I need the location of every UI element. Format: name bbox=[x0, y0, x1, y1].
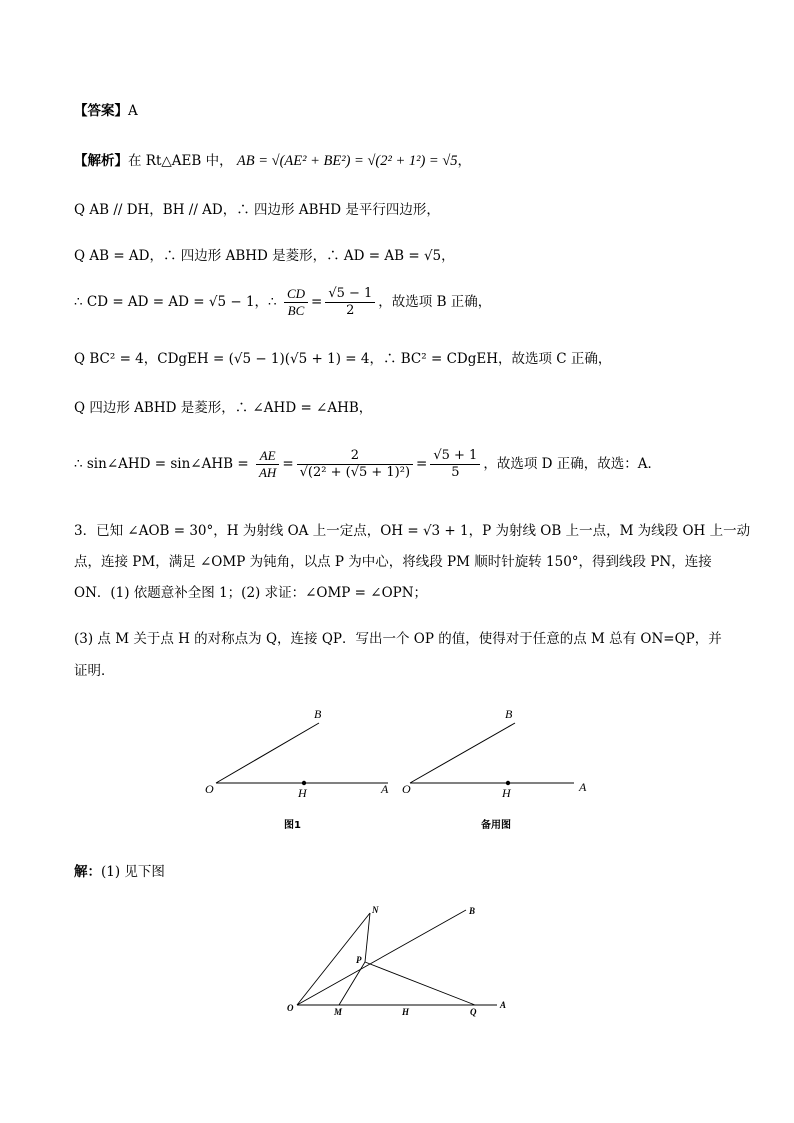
label-n: N bbox=[372, 905, 379, 915]
problem-line-5-text: 证明． bbox=[74, 663, 115, 679]
fraction-denominator: 5 bbox=[451, 465, 460, 480]
fraction-denominator: BC bbox=[287, 303, 305, 318]
label-a: A bbox=[500, 1000, 507, 1010]
label-o: O bbox=[287, 1003, 294, 1013]
fraction-numerator: 2 bbox=[297, 448, 413, 465]
figure-1-caption: 图1 bbox=[284, 820, 301, 831]
fraction-numerator: CD bbox=[284, 286, 308, 303]
problem-line-3-text: ON．(1) 依题意补全图 1；(2) 求证：∠OMP = ∠OPN； bbox=[74, 585, 428, 601]
label-h: H bbox=[298, 786, 307, 800]
label-a: A bbox=[579, 780, 587, 794]
analysis-line-4: ∴ CD = AD = AD = √5 − 1，∴ $\frac{CD}{BC}$ = $\frac{√5 - 1}{2}$ ，故选项 B 正确， bbox=[74, 286, 492, 318]
fraction-denominator: √(2² + (√5 + 1)²) bbox=[299, 465, 411, 480]
analysis-line-6-text: Q 四边形 ABHD 是菱形，∴ ∠AHD = ∠AHB， bbox=[74, 400, 373, 416]
segment-pq bbox=[365, 962, 475, 1005]
label-b: B bbox=[314, 707, 322, 721]
label-h: H bbox=[502, 786, 511, 800]
label-b: B bbox=[505, 707, 513, 721]
label-q: Q bbox=[470, 1007, 477, 1017]
analysis-line-4-end: ，故选项 B 正确， bbox=[378, 294, 492, 310]
analysis-line-7: ∴ sin∠AHD = sin∠AHB = $\frac{AE}{AH}$ = $\frac{2}{\text{√(2² + (√5 + 1)²)}}$ = $\frac{√5 + 1}{5}$ ，故选项 D 正确，故选：A． bbox=[74, 448, 661, 480]
analysis-line-7-end: ，故选项 D 正确，故选：A． bbox=[483, 456, 661, 472]
fraction-numerator: AE bbox=[256, 448, 279, 465]
answer-value: A bbox=[128, 103, 138, 119]
analysis-line-5-text: Q BC² = 4，CDgEH = (√5 − 1)(√5 + 1) = 4，∴ BC² = CDgEH，故选项 C 正确， bbox=[74, 351, 612, 367]
fraction-numerator: √5 + 1 bbox=[430, 448, 480, 465]
label-h: H bbox=[402, 1007, 410, 1017]
analysis-line-1-text: 在 Rt△AEB 中， bbox=[128, 153, 233, 169]
fraction-denominator: AH bbox=[258, 465, 277, 480]
solution-text: (1) 见下图 bbox=[101, 864, 165, 880]
segment-pn bbox=[365, 913, 370, 962]
analysis-line-7-text: ∴ sin∠AHD = sin∠AHB = bbox=[74, 456, 249, 472]
problem-line-1-text: 3．已知 ∠AOB = 30°，H 为射线 OA 上一定点，OH = √3 + 1，P 为射线 OB 上一点，M 为线段 OH 上一动 bbox=[74, 523, 751, 539]
label-m: M bbox=[334, 1007, 343, 1017]
label-a: A bbox=[381, 782, 389, 796]
ray-ob bbox=[297, 910, 466, 1005]
analysis-label: 【解析】 bbox=[74, 153, 128, 169]
analysis-line-3-text: Q AB = AD，∴ 四边形 ABHD 是菱形，∴ AD = AB = √5， bbox=[74, 248, 455, 264]
fraction-numerator: √5 − 1 bbox=[325, 286, 375, 303]
analysis-line-1-math: AB = √(AE² + BE²) = √(2² + 1²) = √5 bbox=[236, 153, 458, 169]
analysis-line-1-end: ， bbox=[457, 153, 472, 169]
label-o: O bbox=[205, 782, 214, 796]
problem-line-2-text: 点，连接 PM，满足 ∠OMP 为钝角，以点 P 为中心，将线段 PM 顺时针旋转 150°，得到线段 PN，连接 bbox=[74, 554, 712, 570]
analysis-line-2-text: Q AB // DH，BH // AD，∴ 四边形 ABHD 是平行四边形， bbox=[74, 202, 440, 218]
label-b: B bbox=[469, 906, 476, 916]
answer-label: 【答案】 bbox=[74, 103, 128, 119]
figure-backup-caption: 备用图 bbox=[481, 820, 511, 831]
solution-label: 解： bbox=[74, 864, 101, 880]
label-o: O bbox=[402, 782, 411, 796]
analysis-line-4-text: ∴ CD = AD = AD = √5 − 1，∴ bbox=[74, 294, 277, 310]
label-p: P bbox=[356, 955, 362, 965]
segment-pm bbox=[339, 962, 365, 1005]
fraction-denominator: 2 bbox=[346, 303, 355, 318]
problem-line-4-text: (3) 点 M 关于点 H 的对称点为 Q，连接 QP．写出一个 OP 的值，使得对于任意的点 M 总有 ON=QP，并 bbox=[74, 631, 722, 647]
